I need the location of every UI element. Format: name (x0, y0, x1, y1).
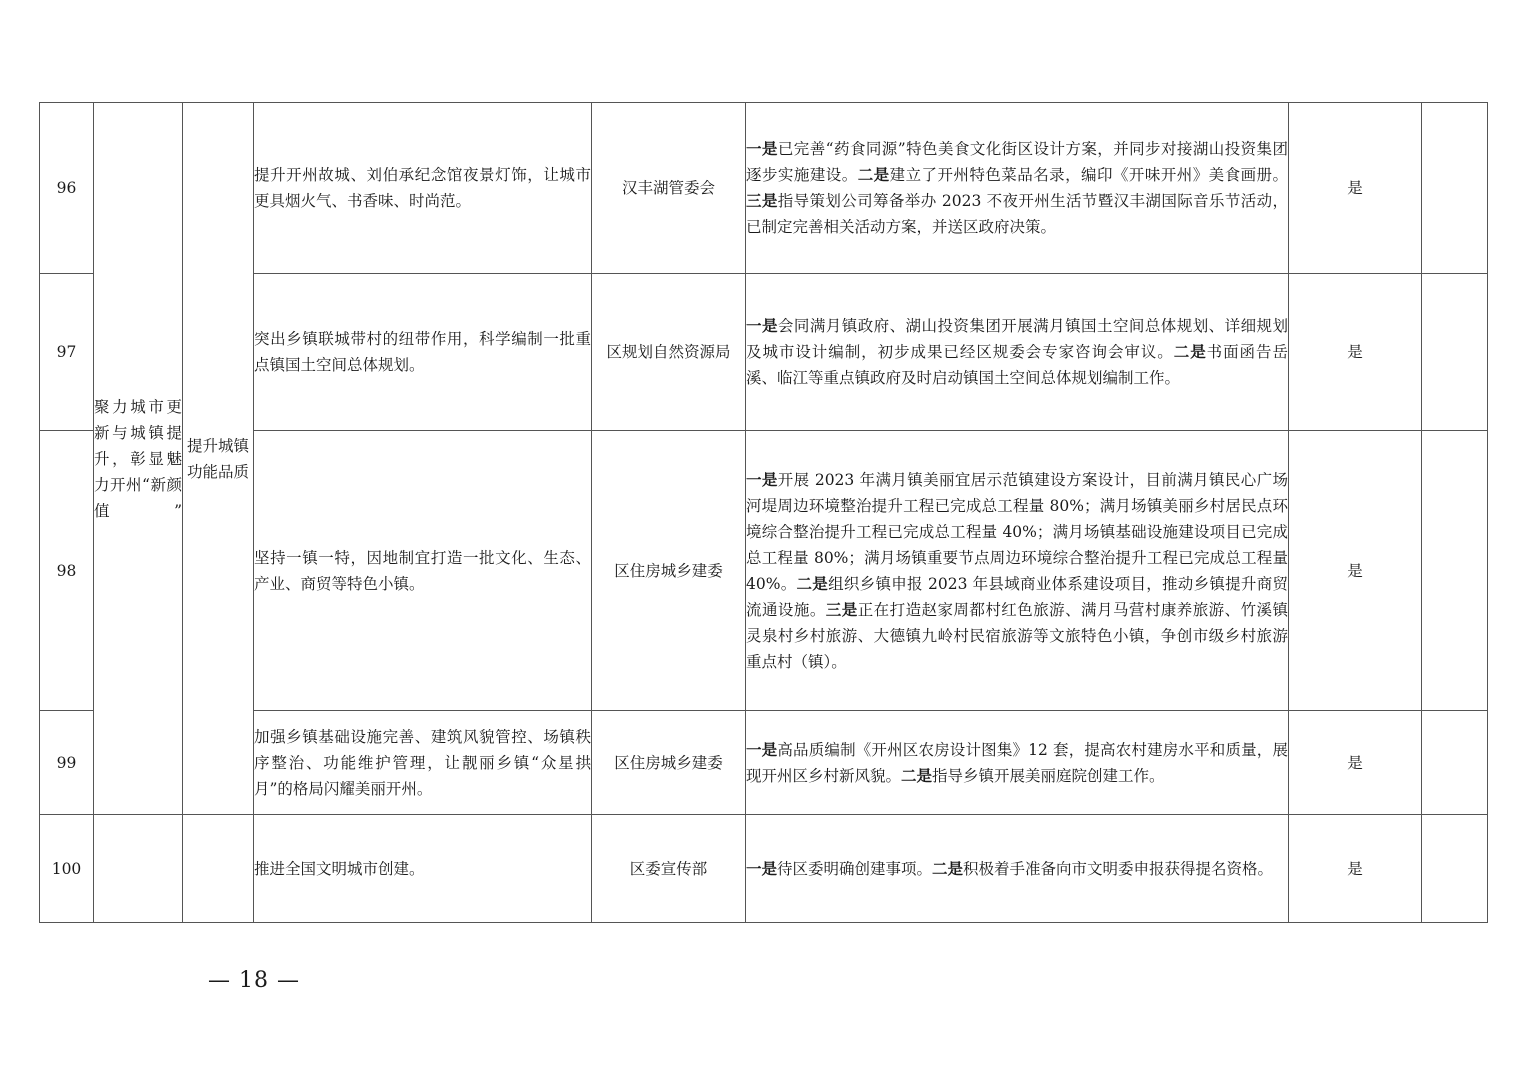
table-row (40, 103, 1488, 274)
progress-lead: 一是 (746, 139, 778, 158)
progress-text: 建立了开州特色菜品名录，编印《开味开州》美食画册。 (889, 166, 1288, 184)
progress-lead: 一是 (746, 469, 778, 489)
progress-text: 开展 2023 年满月镇美丽宜居示范镇建设方案设计，目前满月镇民心广场河堤周边环境整治提升工程已完成总工程量 80%；满月场镇美丽乡村居民点环境综合整治提升工程已完成总工程量 40%；满月场镇基础设施建设项目已完成总工程量 80%；满月场镇重要节点周边环境综合整治提升工程已完成总工程量 40%。 (746, 470, 1288, 593)
progress-text: 正在打造赵家周都村红色旅游、满月马营村康养旅游、竹溪镇灵泉村乡村旅游、大德镇九岭村民宿旅游等文旅特色小镇，争创市级乡村旅游重点村（镇）。 (746, 600, 1288, 671)
category-level2: 提升城镇功能品质 (183, 103, 254, 815)
completion-status: 是 (1289, 274, 1422, 431)
progress-lead: 三是 (746, 191, 778, 210)
progress-lead: 一是 (746, 858, 778, 878)
responsible-unit: 区住房城乡建委 (592, 431, 746, 711)
completion-status: 是 (1289, 711, 1422, 815)
row-number: 99 (40, 711, 94, 815)
remarks-cell (1422, 711, 1488, 815)
task-description: 坚持一镇一特，因地制宜打造一批文化、生态、产业、商贸等特色小镇。 (254, 431, 592, 711)
progress-text: 高品质编制《开州区农房设计图集》12 套，提高农村建房水平和质量，展现开州区乡村新风貌。 (746, 740, 1288, 785)
responsible-unit: 区住房城乡建委 (592, 711, 746, 815)
remarks-cell (1422, 815, 1488, 923)
progress-lead: 一是 (746, 739, 778, 759)
progress-lead: 三是 (825, 599, 858, 619)
responsible-unit: 区规划自然资源局 (592, 274, 746, 431)
task-description: 提升开州故城、刘伯承纪念馆夜景灯饰，让城市更具烟火气、书香味、时尚范。 (254, 103, 592, 274)
progress-description (746, 711, 1289, 815)
progress-text: 指导策划公司筹备举办 2023 不夜开州生活节暨汉丰湖国际音乐节活动，已制定完善相关活动方案，并送区政府决策。 (746, 192, 1288, 236)
remarks-cell (1422, 431, 1488, 711)
row-number: 100 (40, 815, 94, 923)
progress-text: 组织乡镇申报 2023 年县域商业体系建设项目，推动乡镇提升商贸流通设施。 (746, 574, 1288, 619)
responsible-unit: 区委宣传部 (592, 815, 746, 923)
progress-text: 会同满月镇政府、湖山投资集团开展满月镇国土空间总体规划、详细规划及城市设计编制，初步成果已经区规委会专家咨询会审议。 (746, 317, 1288, 361)
category-level1: 聚力城市更新与城镇提升，彰显魅力开州“新颜值” (94, 103, 183, 815)
progress-lead: 一是 (746, 316, 778, 335)
page-number: — 18 — (208, 968, 300, 993)
progress-lead: 二是 (901, 765, 933, 785)
task-description: 突出乡镇联城带村的纽带作用，科学编制一批重点镇国土空间总体规划。 (254, 274, 592, 431)
category-level2-empty (183, 815, 254, 923)
progress-lead: 二是 (857, 165, 890, 184)
table-row (40, 711, 1488, 815)
category-level1-empty (94, 815, 183, 923)
responsible-unit: 汉丰湖管委会 (592, 103, 746, 274)
row-number: 98 (40, 431, 94, 711)
progress-description (746, 274, 1289, 431)
table-row (40, 274, 1488, 431)
progress-description (746, 431, 1289, 711)
completion-status: 是 (1289, 103, 1422, 274)
completion-status: 是 (1289, 815, 1422, 923)
task-description: 推进全国文明城市创建。 (254, 815, 592, 923)
progress-text: 积极着手准备向市文明委申报获得提名资格。 (963, 859, 1274, 878)
progress-text: 指导乡镇开展美丽庭院创建工作。 (932, 766, 1165, 785)
progress-lead: 二是 (932, 858, 964, 878)
table-row (40, 815, 1488, 923)
task-description: 加强乡镇基础设施完善、建筑风貌管控、场镇秩序整治、功能维护管理，让靓丽乡镇“众星拱月”的格局闪耀美丽开州。 (254, 711, 592, 815)
progress-text: 书面函告岳溪、临江等重点镇政府及时启动镇国土空间总体规划编制工作。 (746, 343, 1288, 387)
progress-lead: 二是 (796, 573, 829, 593)
task-progress-table (39, 102, 1488, 923)
remarks-cell (1422, 274, 1488, 431)
progress-description (746, 815, 1289, 923)
remarks-cell (1422, 103, 1488, 274)
row-number: 96 (40, 103, 94, 274)
progress-description (746, 103, 1289, 274)
progress-lead: 二是 (1173, 342, 1207, 361)
completion-status: 是 (1289, 431, 1422, 711)
progress-text: 已完善“药食同源”特色美食文化街区设计方案，并同步对接湖山投资集团逐步实施建设。 (746, 140, 1288, 184)
progress-text: 待区委明确创建事项。 (777, 859, 933, 878)
table-row (40, 431, 1488, 711)
row-number: 97 (40, 274, 94, 431)
